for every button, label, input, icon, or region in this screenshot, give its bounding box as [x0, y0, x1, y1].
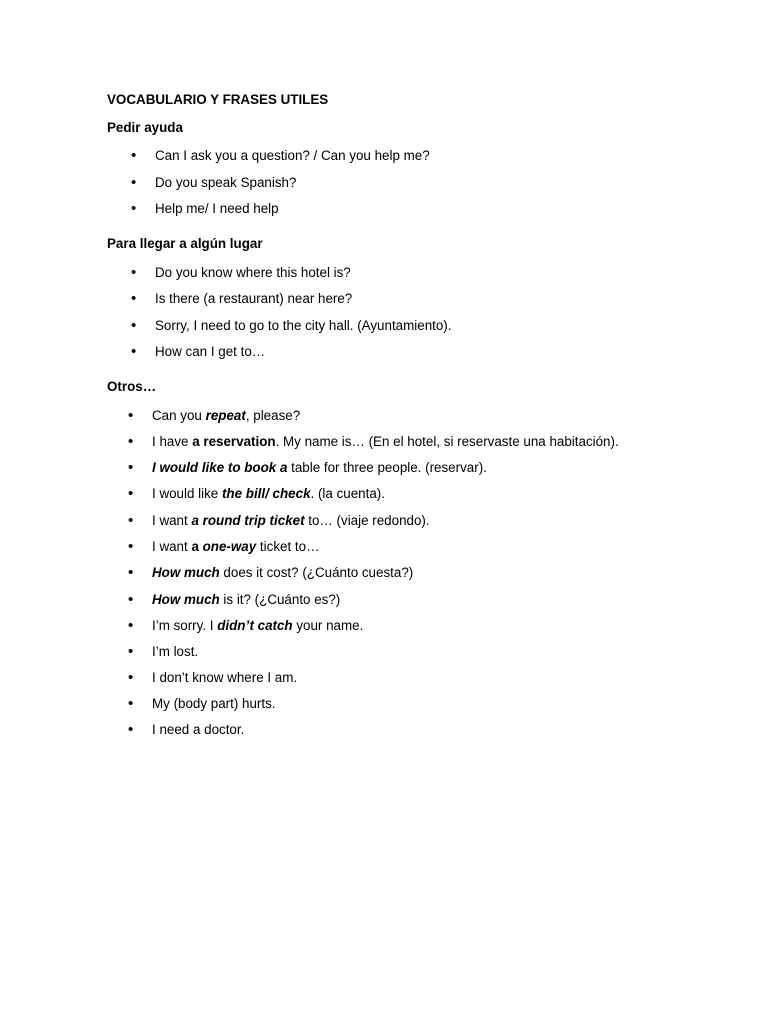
bullet-marker: • [128, 407, 134, 424]
bullet-marker: • [128, 512, 134, 529]
list-item-text [152, 696, 276, 712]
text-run: I have [152, 434, 193, 449]
text-run: , please? [245, 408, 301, 423]
list-item-text [155, 265, 351, 281]
text-run: is it? (¿Cuánto es?) [219, 592, 341, 607]
list-item-text [155, 318, 451, 334]
bullet-marker: • [131, 317, 137, 334]
text-run: My (body part) hurts. [152, 696, 276, 711]
text-run: ticket to… [256, 539, 320, 554]
list-item-text [152, 670, 297, 686]
emphasis-run: How much [152, 592, 220, 607]
emphasis-run: a round trip ticket [191, 513, 305, 528]
bullet-marker: • [131, 174, 137, 191]
text-run: I would like [152, 486, 222, 501]
section-heading-pedir-ayuda: Pedir ayuda [107, 120, 183, 135]
list-item-text [155, 344, 265, 360]
emphasis-run: How much [152, 565, 220, 580]
list-item-text [155, 175, 296, 191]
text-run: your name. [292, 618, 364, 633]
list-item-text [152, 618, 363, 634]
text-run: . (la cuenta). [310, 486, 385, 501]
bullet-marker: • [128, 643, 134, 660]
bullet-marker: • [128, 459, 134, 476]
text-run: table for three people. (reservar). [287, 460, 487, 475]
emphasis-run: the bill/ check [221, 486, 311, 501]
text-run: Can you [152, 408, 206, 423]
bullet-marker: • [128, 591, 134, 608]
text-run: I want [152, 513, 192, 528]
list-item-text [152, 408, 300, 424]
text-run: Do you speak Spanish? [155, 175, 297, 190]
text-run: to… (viaje redondo). [304, 513, 430, 528]
list-item-text [152, 592, 340, 608]
emphasis-run: a reservation [192, 434, 276, 449]
text-run: I don’t know where I am. [152, 670, 298, 685]
list-item-text [155, 291, 352, 307]
bullet-marker: • [128, 538, 134, 555]
emphasis-run: I would like to book a [152, 460, 288, 475]
emphasis-run: a [191, 539, 203, 554]
list-item-text [155, 201, 279, 217]
list-item-text [152, 513, 430, 529]
text-run: does it cost? (¿Cuánto cuesta?) [219, 565, 414, 580]
section-heading-otros: Otros… [107, 379, 157, 394]
emphasis-run: repeat [205, 408, 246, 423]
bullet-marker: • [128, 433, 134, 450]
document-title: VOCABULARIO Y FRASES UTILES [107, 92, 329, 107]
bullet-marker: • [128, 617, 134, 634]
bullet-marker: • [128, 485, 134, 502]
text-run: Can I ask you a question? / Can you help me? [155, 148, 430, 163]
text-run: Do you know where this hotel is? [155, 265, 351, 280]
list-item-text [152, 434, 619, 450]
list-item-text [152, 565, 413, 581]
bullet-marker: • [131, 200, 137, 217]
list-item-text [152, 644, 198, 660]
text-run: Is there (a restaurant) near here? [155, 291, 353, 306]
bullet-marker: • [128, 669, 134, 686]
bullet-marker: • [131, 343, 137, 360]
bullet-marker: • [131, 290, 137, 307]
text-run: Sorry, I need to go to the city hall. (Ayuntamiento). [155, 318, 452, 333]
bullet-marker: • [128, 721, 134, 738]
text-run: Help me/ I need help [155, 201, 279, 216]
list-item-text [152, 539, 319, 555]
text-run: I need a doctor. [152, 722, 245, 737]
list-item-text [155, 148, 430, 164]
text-run: I’m lost. [152, 644, 199, 659]
bullet-marker: • [131, 264, 137, 281]
text-run: I want [152, 539, 192, 554]
text-run: . My name is… (En el hotel, si reservaste una habitación). [275, 434, 619, 449]
bullet-marker: • [128, 695, 134, 712]
section-heading-para-llegar: Para llegar a algún lugar [107, 236, 263, 251]
emphasis-run: one-way [202, 539, 257, 554]
emphasis-run: didn’t catch [217, 618, 293, 633]
bullet-marker: • [128, 564, 134, 581]
text-run: How can I get to… [155, 344, 266, 359]
list-item-text [152, 486, 385, 502]
list-item-text [152, 722, 244, 738]
text-run: I’m sorry. I [152, 618, 218, 633]
bullet-marker: • [131, 147, 137, 164]
list-item-text [152, 460, 487, 476]
